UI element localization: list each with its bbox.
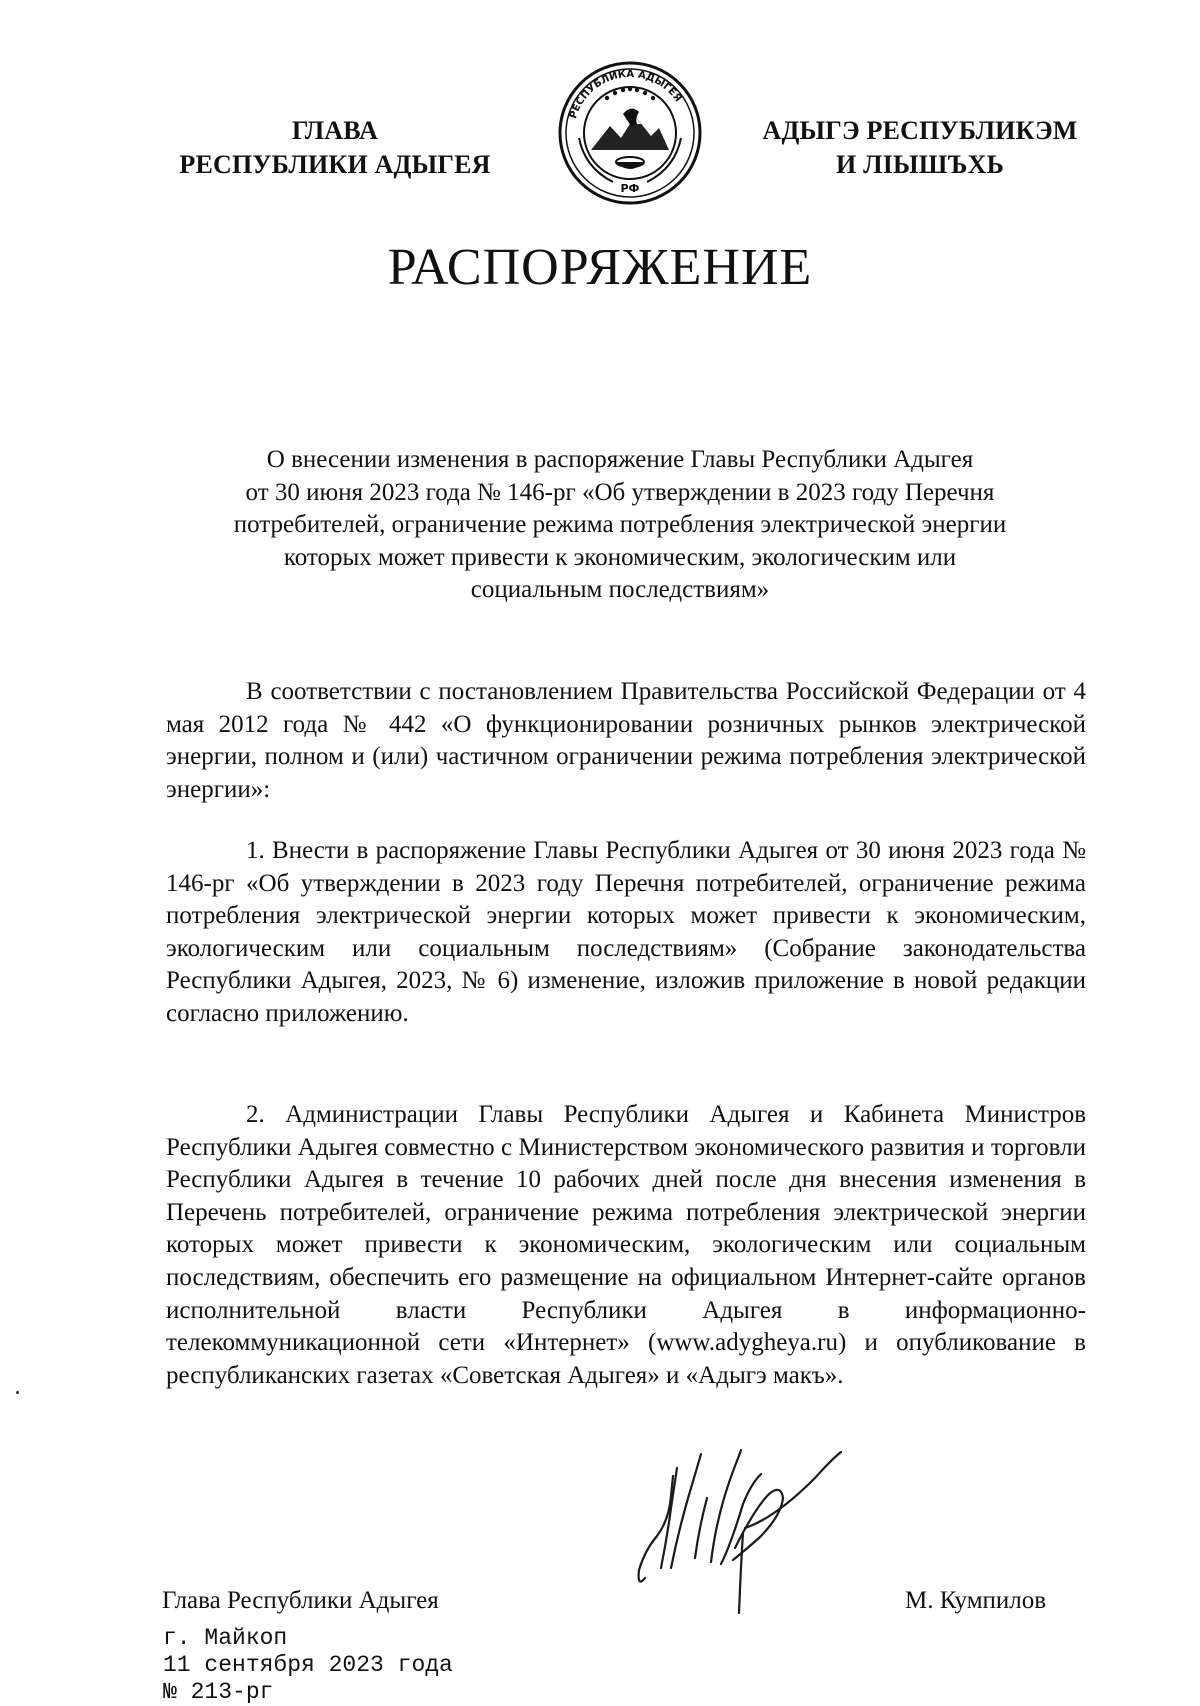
header-left	[150, 114, 520, 182]
item-2-paragraph: 2. Администрации Главы Республики Адыгея и Кабинета Министров Республики Адыгея совместно с Министерством экономического развития и торговли Республики Адыгея в течение 10 рабочих дней после дня внесения изменения в Перечень потребителей, ограничение режима потребления электрической энергии которых может привести к экономическим, экологическим или социальным последствиям, обеспечить его размещение на официальном Интернет-сайте органов исполнительной власти Республики Адыгея в информационно-телекоммуникационной сети «Интернет» (www.adygheya.ru) и опубликование в республиканских газетах «Советская Адыгея» и «Адыгэ макъ».	[166, 1101, 1086, 1389]
preamble-paragraph: В соответствии с постановлением Правительства Российской Федерации от 4 мая 2012 года № 442 «О функционировании розничных рынков электрической энергии, полном и (или) частичном ограничении режима потребления электрической энергии»:	[166, 678, 1086, 803]
emblem-ring-text: РЕСПУБЛИКА АДЫГЕЯ	[568, 68, 684, 121]
header-right-line1: АДЫГЭ РЕСПУБЛИКЭМ	[762, 116, 1078, 145]
signature-icon	[625, 1438, 875, 1618]
document-title: РАСПОРЯЖЕНИЕ	[387, 239, 813, 296]
meta-number: № 213-рг	[163, 1679, 274, 1705]
coat-of-arms-emblem	[555, 58, 705, 208]
subject-line: которых может привести к экономическим, экологическим или	[283, 543, 957, 571]
scan-dot	[16, 1391, 19, 1394]
signatory-position: Глава Республики Адыгея	[162, 1587, 439, 1614]
coat-of-arms-icon	[555, 58, 705, 208]
subject-line: от 30 июня 2023 года № 146-рг «Об утверждении в 2023 году Перечня	[245, 478, 995, 506]
meta-city: г. Майкоп	[163, 1625, 288, 1651]
item-1-paragraph: 1. Внести в распоряжение Главы Республики Адыгея от 30 июня 2023 года № 146-рг «Об утверждении в 2023 году Перечня потребителей, ограничение режима потребления электрической энергии которых может привести к экономическим, экологическим или социальным последствиям» (Собрание законодательства Республики Адыгея, 2023, № 6) изменение, изложив приложение в новой редакции согласно приложению.	[166, 837, 1086, 1027]
subject-line: социальным последствиям»	[470, 576, 770, 603]
document-meta	[163, 1625, 453, 1706]
handwritten-signature	[625, 1438, 875, 1618]
signatory-name: М. Кумпилов	[905, 1587, 1047, 1614]
header-left-line1: ГЛАВА	[291, 116, 379, 145]
header-right-line2: И ЛІЫШЪХЬ	[836, 150, 1004, 179]
subject-line: потребителей, ограничение режима потребления электрической энергии	[233, 511, 1007, 538]
header-right	[730, 114, 1110, 182]
meta-date: 11 сентября 2023 года	[163, 1652, 453, 1678]
subject-line: О внесении изменения в распоряжение Главы Республики Адыгея	[266, 446, 974, 473]
header-left-line2: РЕСПУБЛИКИ АДЫГЕЯ	[179, 150, 491, 179]
emblem-bottom-text: РФ	[620, 182, 640, 195]
document-subject	[170, 444, 1070, 607]
